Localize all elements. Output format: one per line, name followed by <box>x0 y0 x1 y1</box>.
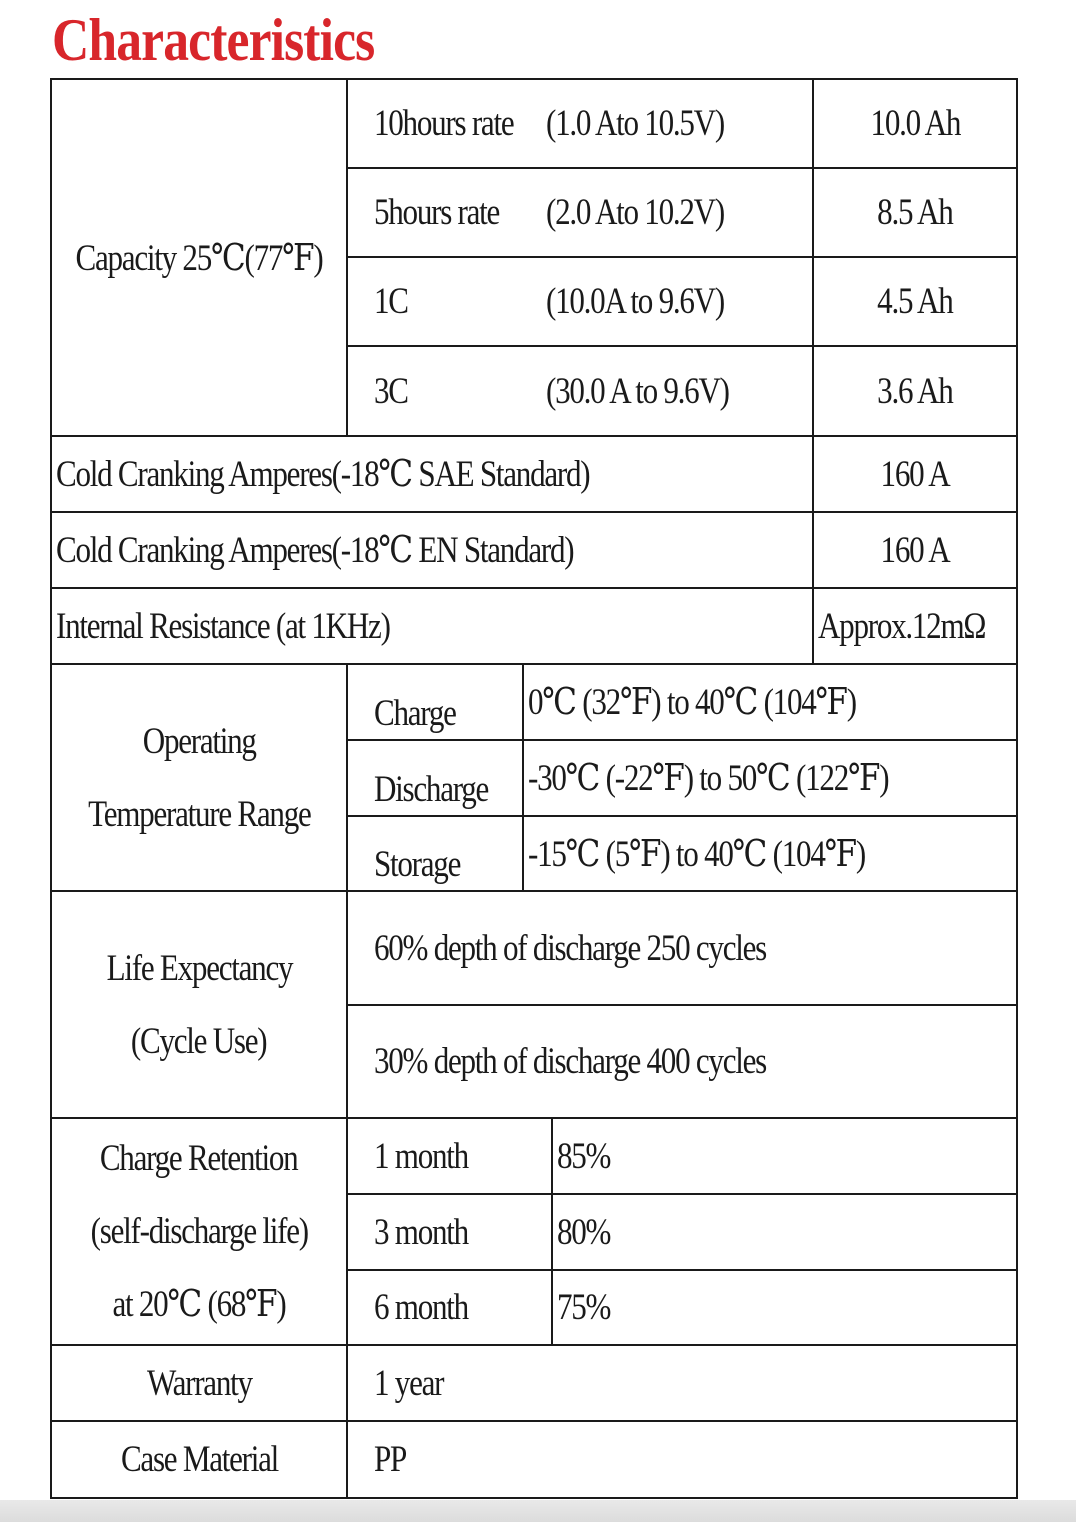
capacity-condition: (1.0 Ato 10.5V) <box>546 103 724 144</box>
capacity-value: 10.0 Ah <box>812 78 1018 169</box>
capacity-value: 8.5 Ah <box>812 167 1018 258</box>
case-material-value: PP <box>346 1420 1018 1499</box>
life-expectancy-label: Life Expectancy (Cycle Use) <box>50 890 348 1119</box>
life-expectancy-row: 60% depth of discharge 250 cycles <box>346 890 1018 1006</box>
case-material-label: Case Material <box>50 1420 348 1499</box>
retention-value: 75% <box>551 1269 1018 1346</box>
temp-range-charge: 0℃ (32℉) to 40℃ (104℉) <box>522 663 1018 741</box>
retention-period: 3 month <box>346 1193 553 1271</box>
internal-resistance-value: Approx.12mΩ <box>812 587 1018 665</box>
capacity-condition: (2.0 Ato 10.2V) <box>546 192 724 233</box>
capacity-value: 3.6 Ah <box>812 345 1018 437</box>
cca-en-label: Cold Cranking Amperes(-18℃ EN Standard) <box>50 511 814 589</box>
operating-temp-label: Operating Temperature Range <box>50 663 348 892</box>
characteristics-table <box>50 78 1018 1499</box>
internal-resistance-label: Internal Resistance (at 1KHz) <box>50 587 814 665</box>
cca-sae-label: Cold Cranking Amperes(-18℃ SAE Standard) <box>50 435 814 513</box>
temp-range-discharge: -30℃ (-22℉) to 50℃ (122℉) <box>522 739 1018 817</box>
temp-mode-discharge: Discharge <box>346 739 524 817</box>
capacity-label: Capacity 25℃(77℉) <box>50 78 348 437</box>
warranty-value: 1 year <box>346 1344 1018 1422</box>
capacity-rate: 3C <box>374 370 408 412</box>
page-bottom-edge <box>0 1500 1076 1522</box>
life-expectancy-row: 30% depth of discharge 400 cycles <box>346 1004 1018 1119</box>
cca-en-value: 160 A <box>812 511 1018 589</box>
warranty-label: Warranty <box>50 1344 348 1422</box>
capacity-value: 4.5 Ah <box>812 256 1018 347</box>
charge-retention-label: Charge Retention (self-discharge life) at 20℃ (68℉) <box>50 1117 348 1346</box>
page-title: Characteristics <box>52 7 375 73</box>
capacity-rate: 10hours rate <box>374 103 514 144</box>
retention-value: 80% <box>551 1193 1018 1271</box>
retention-period: 6 month <box>346 1269 553 1346</box>
capacity-rate: 1C <box>374 281 408 322</box>
cca-sae-value: 160 A <box>812 435 1018 513</box>
capacity-condition: (30.0 A to 9.6V) <box>546 370 729 412</box>
capacity-condition: (10.0A to 9.6V) <box>546 281 724 322</box>
temp-mode-storage: Storage <box>346 815 524 892</box>
retention-period: 1 month <box>346 1117 553 1195</box>
retention-value: 85% <box>551 1117 1018 1195</box>
temp-mode-charge: Charge <box>346 663 524 741</box>
capacity-rate: 5hours rate <box>374 192 500 233</box>
temp-range-storage: -15℃ (5℉) to 40℃ (104℉) <box>522 815 1018 892</box>
